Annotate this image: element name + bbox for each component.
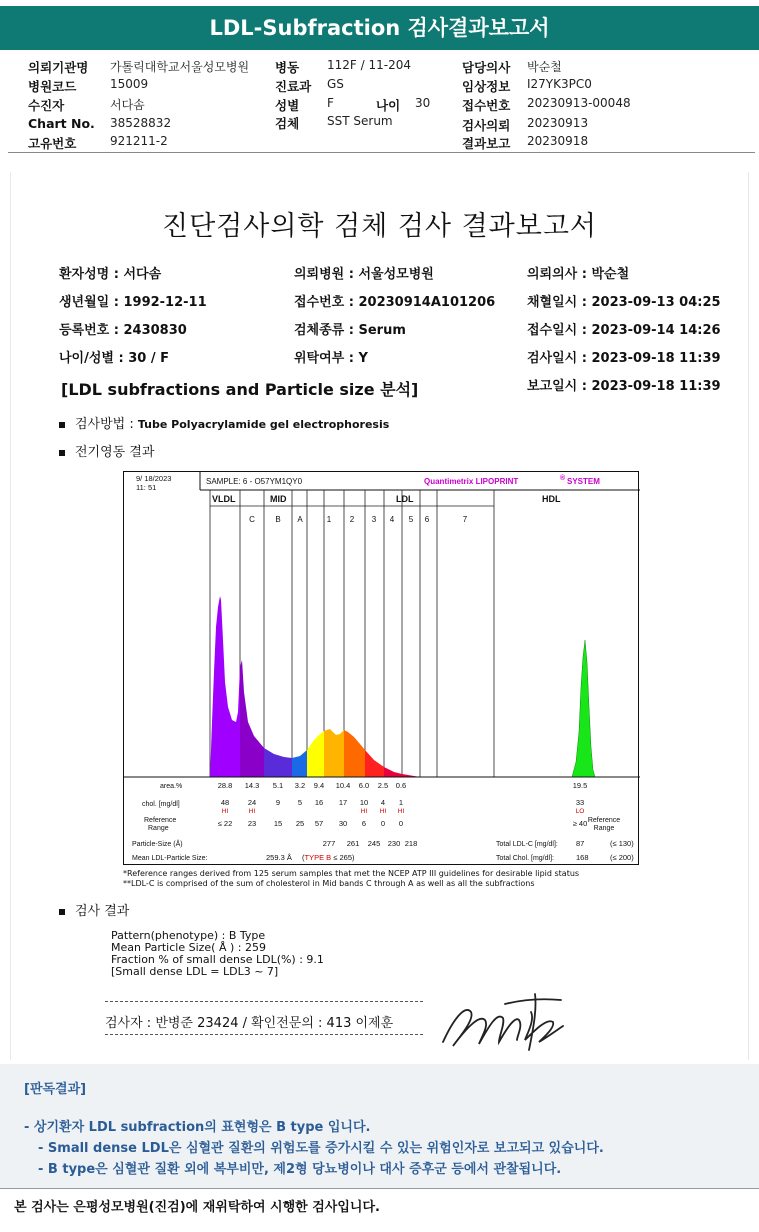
curve-segment-ldl-5 xyxy=(384,767,402,777)
curve-segment-ldl-1 xyxy=(307,731,324,777)
result-label: 검사 결과 xyxy=(75,904,130,919)
reference-value-ldl4: 0 xyxy=(380,819,386,828)
flag-vldl: HI xyxy=(221,808,229,815)
signature-divider-bottom xyxy=(105,1034,423,1035)
chol-value-ldl5: 1 xyxy=(398,798,404,807)
chart-brand-reg: ® xyxy=(560,475,566,482)
band-label-1: 1 xyxy=(326,515,332,524)
reference-value-ldl5: 0 xyxy=(398,819,404,828)
header-info xyxy=(0,52,759,152)
chart-brand: Quantimetrix LIPOPRINT xyxy=(424,477,519,486)
row-label-chol: chol. [mg/dl] xyxy=(142,801,180,808)
flag-ldl4: HI xyxy=(379,808,387,815)
interpretation-line-2: - Small dense LDL은 심혈관 질환의 위험도를 증가시킬 수 있는 위험인자로 보고되고 있습니다. xyxy=(38,1141,604,1156)
mean-size-value: 259.3 Å xyxy=(266,853,292,862)
total-chol-value: 168 xyxy=(576,853,589,862)
info-age-sex: 나이/성별 : 30 / F xyxy=(59,351,170,366)
value-specimen: SST Serum xyxy=(327,114,393,128)
value-request-date: 20230913 xyxy=(527,116,589,130)
value-department: GS xyxy=(327,77,344,91)
area-value-a: 3.2 xyxy=(294,781,306,790)
chart-date: 9/ 18/2023 xyxy=(136,474,172,483)
bullet-icon xyxy=(59,422,65,428)
value-institution: 가톨릭대학교서울성모병원 xyxy=(110,60,250,74)
area-value-c: 14.3 xyxy=(244,781,260,790)
total-chol-label: Total Chol. [mg/dl]: xyxy=(496,855,554,862)
band-label-B: B xyxy=(275,515,281,524)
method-bullet xyxy=(59,413,389,432)
info-outsourced: 위탁여부 : Y xyxy=(294,351,368,366)
label-hospital-code: 병원코드 xyxy=(28,79,77,94)
value-report-date: 20230918 xyxy=(527,134,589,148)
area-value-ldl2: 10.4 xyxy=(335,781,351,790)
total-chol-ref: (≤ 200) xyxy=(610,853,634,862)
electro-bullet xyxy=(59,441,154,460)
chol-value-ldl2: 17 xyxy=(338,798,348,807)
value-doctor: 박순철 xyxy=(527,60,562,74)
zone-label-ldl: LDL xyxy=(396,494,414,504)
reference-value-c: 23 xyxy=(247,819,257,828)
info-birth-date: 생년월일 : 1992-12-11 xyxy=(59,295,207,310)
result-bullet xyxy=(59,900,129,919)
result-sd-fraction: Fraction % of small dense LDL(%) : 9.1 xyxy=(111,953,324,966)
band-label-4: 4 xyxy=(389,515,395,524)
info-report-time: 보고일시 : 2023-09-18 11:39 xyxy=(527,379,721,394)
info-receipt-number: 접수번호 : 20230914A101206 xyxy=(294,295,496,310)
area-value-ldl5: 0.6 xyxy=(395,781,407,790)
method-label: 검사방법 : xyxy=(75,417,138,432)
label-sex: 성별 xyxy=(275,98,300,113)
label-patient: 수진자 xyxy=(28,98,65,113)
total-ldl-label: Total LDL-C [mg/dl]: xyxy=(496,841,558,848)
curve-segment-vldl xyxy=(210,596,240,777)
chart-brand-suffix: SYSTEM xyxy=(567,477,600,486)
bottom-divider xyxy=(0,1188,759,1189)
total-ldl-ref: (≤ 130) xyxy=(610,839,634,848)
row-label-area: area.% xyxy=(160,783,183,790)
info-receipt-time: 접수일시 : 2023-09-14 14:26 xyxy=(527,323,721,338)
label-request-date: 검사의뢰 xyxy=(462,118,511,133)
area-value-vldl: 28.8 xyxy=(217,781,233,790)
value-hospital-code: 15009 xyxy=(110,77,149,91)
signature-text: 검사자 : 반병준 23424 / 확인전문의 : 413 이제훈 xyxy=(105,1016,394,1031)
info-requesting-hospital: 의뢰병원 : 서울성모병원 xyxy=(294,267,434,282)
footnote-2: **LDL-C is comprised of the sum of cholesterol in Mid bands C through A as well as all the subfractions xyxy=(123,879,535,888)
band-label-5: 5 xyxy=(408,515,414,524)
label-clinical-info: 임상정보 xyxy=(462,79,511,94)
result-lines xyxy=(111,930,324,978)
value-age: 30 xyxy=(415,96,431,110)
type-note: (TYPE B ≤ 265) xyxy=(302,853,355,862)
label-report-date: 결과보고 xyxy=(462,136,511,151)
info-requesting-doctor: 의뢰의사 : 박순철 xyxy=(527,267,630,282)
chol-value-ldl4: 4 xyxy=(380,798,386,807)
interpretation-title: [판독결과] xyxy=(24,1082,87,1097)
report-banner-title: LDL-Subfraction 검사결과보고서 xyxy=(0,6,759,50)
particle-size-0: 277 xyxy=(322,839,336,848)
chol-value-vldl: 48 xyxy=(220,798,230,807)
band-label-A: A xyxy=(297,515,303,524)
chol-value-ldl1: 16 xyxy=(314,798,324,807)
chol-value-a: 5 xyxy=(297,798,303,807)
row-label-reference-1: Reference xyxy=(144,817,177,824)
curve-segment-mid-b xyxy=(264,748,292,777)
chol-value-b: 9 xyxy=(275,798,281,807)
curve-segment-ldl-2 xyxy=(324,729,344,777)
reference-value-hdl: ≥ 40 xyxy=(572,819,588,828)
total-ldl-value: 87 xyxy=(576,839,585,848)
chol-value-hdl: 33 xyxy=(575,798,585,807)
curve-segment-ldl-4 xyxy=(365,750,384,777)
chart-sample: SAMPLE: 6 - O57YM1QY0 xyxy=(206,477,303,486)
row-label-reference-2: Range xyxy=(148,825,169,832)
interpretation-line-3: - B type은 심혈관 질환 외에 복부비만, 제2형 당뇨병이나 대사 증후군 등에서 관찰됩니다. xyxy=(38,1162,562,1177)
flag-ldl3: HI xyxy=(360,808,368,815)
value-sex: F xyxy=(327,96,334,110)
info-patient-name: 환자성명 : 서다솜 xyxy=(59,267,162,282)
totals-reference-2: Range xyxy=(593,825,615,832)
lipoprint-chart-svg xyxy=(124,472,640,866)
flag-hdl: LO xyxy=(575,808,585,815)
header-divider xyxy=(8,152,755,153)
curve-segment-mid-a xyxy=(292,750,307,777)
area-value-ldl1: 9.4 xyxy=(313,781,325,790)
band-label-C: C xyxy=(249,515,255,524)
label-unique-no: 고유번호 xyxy=(28,136,77,151)
zone-label-mid: MID xyxy=(270,494,287,504)
row-label-particle: Particle-Size (Å) xyxy=(132,841,183,848)
area-value-ldl3: 6.0 xyxy=(358,781,370,790)
result-mean-size: Mean Particle Size( Å ) : 259 xyxy=(111,941,266,954)
flag-c: HI xyxy=(248,808,256,815)
chart-footnotes xyxy=(123,869,579,889)
result-phenotype: Pattern(phenotype) : B Type xyxy=(111,929,266,942)
bottom-note: 본 검사는 은평성모병원(진검)에 재위탁하여 시행한 검사입니다. xyxy=(14,1200,380,1215)
bullet-icon xyxy=(59,909,65,915)
info-specimen-type: 검체종류 : Serum xyxy=(294,323,406,338)
chart-time: 11: 51 xyxy=(136,483,157,492)
zone-label-hdl: HDL xyxy=(542,494,561,504)
curve-segment-hdl xyxy=(572,640,595,777)
interpretation-panel xyxy=(0,1064,759,1188)
reference-value-a: 25 xyxy=(295,819,305,828)
reference-value-b: 15 xyxy=(273,819,283,828)
value-clinical-info: I27YK3PC0 xyxy=(527,77,592,91)
label-doctor: 담당의사 xyxy=(462,60,511,75)
electro-label: 전기영동 결과 xyxy=(75,445,155,460)
value-ward: 112F / 11-204 xyxy=(327,58,411,72)
footnote-1: *Reference ranges derived from 125 serum samples that met the NCEP ATP III guidelines for desirable lipid status xyxy=(123,869,580,878)
result-sd-definition: [Small dense LDL = LDL3 ~ 7] xyxy=(111,965,279,978)
particle-size-1: 261 xyxy=(346,839,360,848)
particle-size-2: 245 xyxy=(367,839,381,848)
chol-value-c: 24 xyxy=(247,798,257,807)
particle-size-3: 230 xyxy=(387,839,401,848)
label-chart-no: Chart No. xyxy=(28,116,95,131)
flag-ldl5: HI xyxy=(397,808,405,815)
reference-value-ldl1: 57 xyxy=(314,819,324,828)
report-title: 진단검사의학 검체 검사 결과보고서 xyxy=(162,211,597,242)
section-title: [LDL subfractions and Particle size 분석] xyxy=(61,380,419,399)
handwritten-signature xyxy=(435,990,575,1054)
report-page xyxy=(10,172,749,1060)
reference-value-vldl: ≤ 22 xyxy=(217,819,233,828)
band-label-7: 7 xyxy=(462,515,468,524)
totals-reference-1: Reference xyxy=(587,817,621,824)
signature-divider-top xyxy=(105,1001,423,1002)
bullet-icon xyxy=(59,450,65,456)
zone-label-vldl: VLDL xyxy=(212,494,236,504)
curve-segment-mid-c xyxy=(240,660,264,777)
chol-value-ldl3: 10 xyxy=(359,798,369,807)
label-ward: 병동 xyxy=(275,60,300,75)
lipoprint-chart xyxy=(123,471,639,865)
band-label-2: 2 xyxy=(349,515,355,524)
interpretation-line-1: - 상기환자 LDL subfraction의 표현형은 B type 입니다. xyxy=(24,1120,371,1135)
info-collection-time: 채혈일시 : 2023-09-13 04:25 xyxy=(527,295,721,310)
label-department: 진료과 xyxy=(275,79,312,94)
area-value-ldl4: 2.5 xyxy=(377,781,389,790)
band-label-6: 6 xyxy=(424,515,430,524)
info-registration-no: 등록번호 : 2430830 xyxy=(59,323,187,338)
label-receipt-no: 접수번호 xyxy=(462,98,511,113)
particle-size-4: 218 xyxy=(404,839,418,848)
value-chart-no: 38528832 xyxy=(110,116,172,130)
reference-value-ldl3: 6 xyxy=(361,819,367,828)
row-label-mean: Mean LDL-Particle Size: xyxy=(132,855,208,862)
reference-value-ldl2: 30 xyxy=(338,819,348,828)
area-value-b: 5.1 xyxy=(272,781,284,790)
method-value: Tube Polyacrylamide gel electrophoresis xyxy=(137,418,390,431)
label-specimen: 검체 xyxy=(275,116,300,131)
band-label-3: 3 xyxy=(371,515,377,524)
value-unique-no: 921211-2 xyxy=(110,134,168,148)
value-receipt-no: 20230913-00048 xyxy=(527,96,631,110)
info-test-time: 검사일시 : 2023-09-18 11:39 xyxy=(527,351,721,366)
value-patient: 서다솜 xyxy=(110,98,145,112)
label-institution: 의뢰기관명 xyxy=(28,60,89,75)
area-value-hdl: 19.5 xyxy=(572,781,588,790)
label-age: 나이 xyxy=(376,98,401,113)
curve-segment-ldl-3 xyxy=(344,730,365,777)
